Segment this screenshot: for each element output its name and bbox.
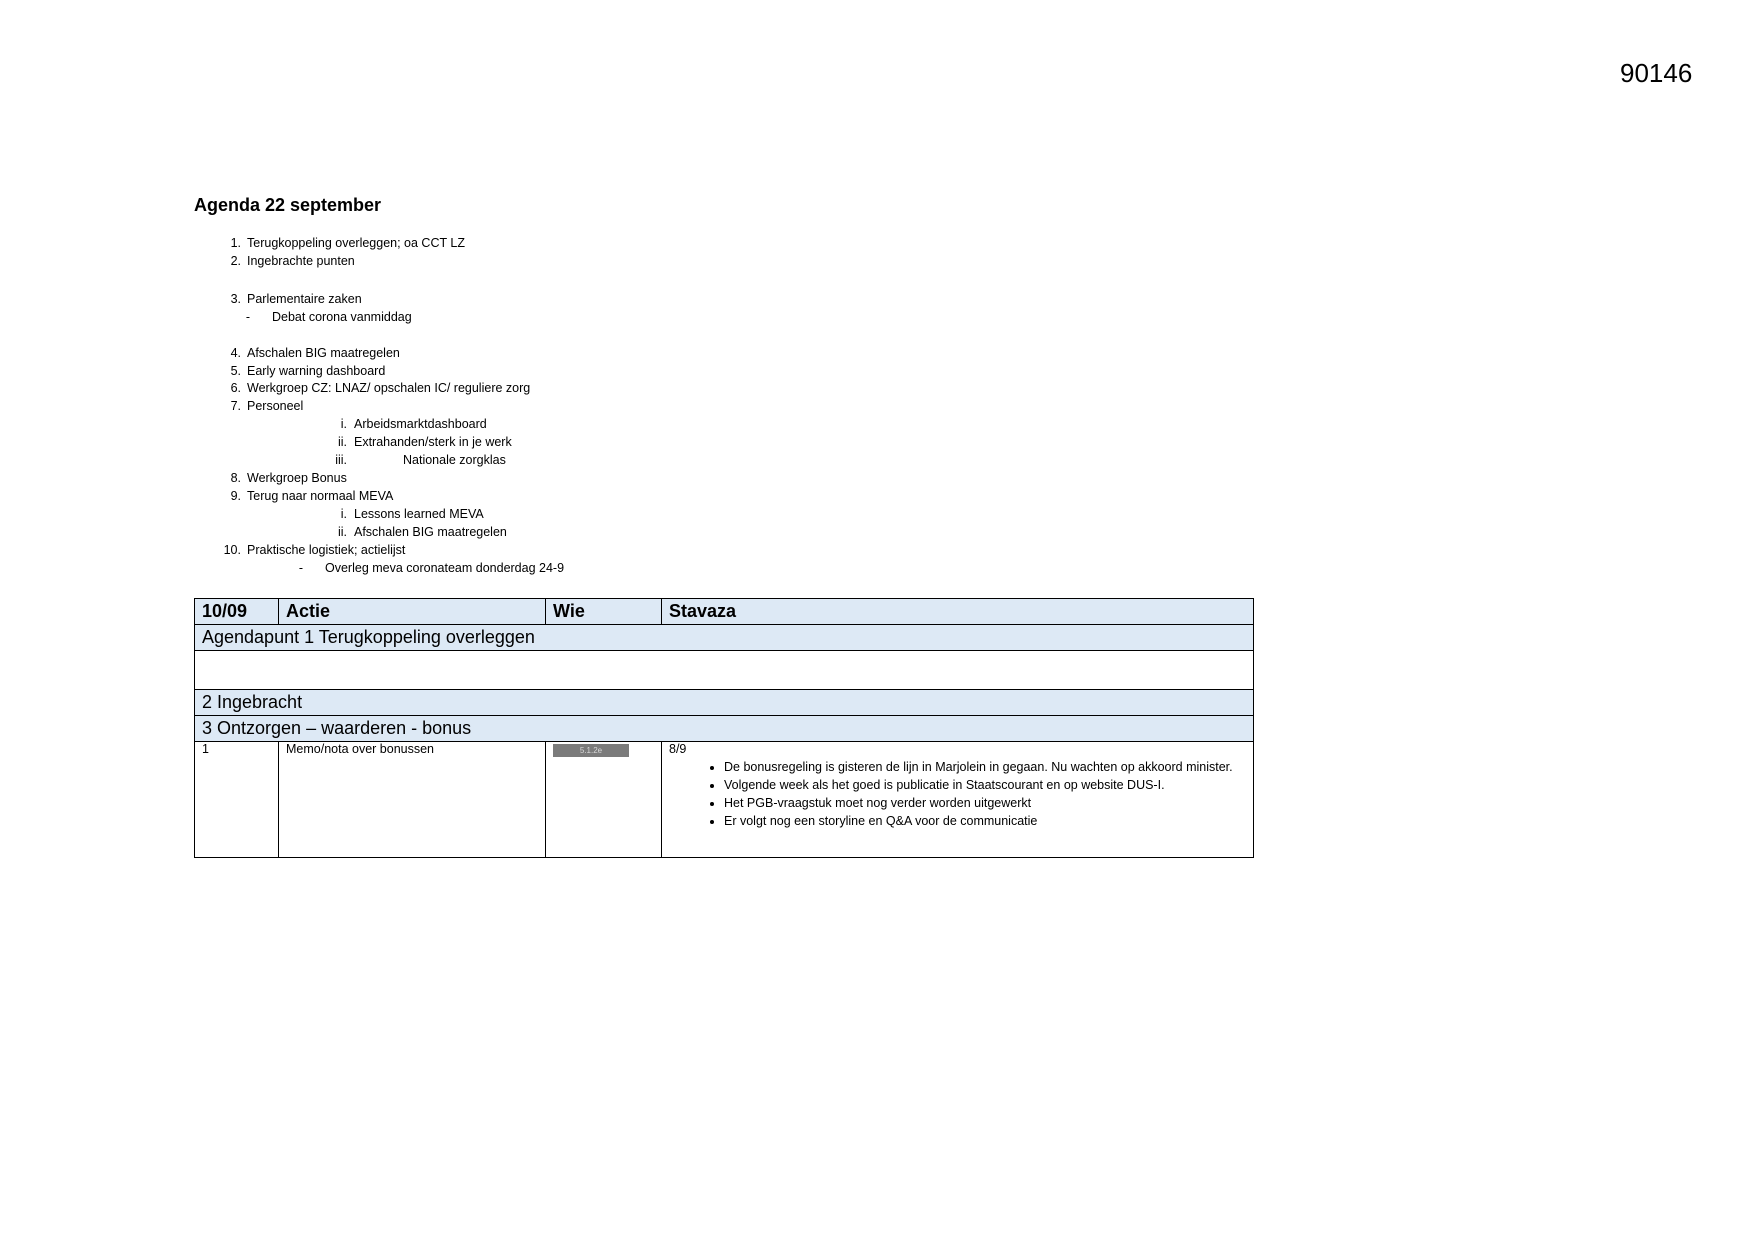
- agenda-item-number: 3.: [230, 292, 241, 306]
- agenda-item-number: ii.: [337, 435, 347, 449]
- agenda-item-text: Arbeidsmarktdashboard: [354, 417, 487, 431]
- agenda-item-number: 1.: [230, 236, 241, 250]
- agenda-item-number: 9.: [230, 489, 241, 503]
- header-stavaza: Stavaza: [662, 599, 1254, 625]
- list-item: • De bonusregeling is gisteren de lijn in Marjolein in gegaan. Nu wachten op akkoord minister.: [724, 758, 1246, 776]
- stavaza-date: 8/9: [669, 742, 687, 756]
- agenda-item-text: Afschalen BIG maatregelen: [354, 525, 507, 539]
- row-wie: [546, 742, 662, 858]
- list-item: • Er volgt nog een storyline en Q&A voor de communicatie: [724, 812, 1246, 830]
- agenda-item-number: i.: [340, 417, 347, 431]
- empty-cell: [195, 651, 1254, 690]
- list-item: • Het PGB-vraagstuk moet nog verder worden uitgewerkt: [724, 794, 1246, 812]
- agenda-item-text: Praktische logistiek; actielijst: [247, 543, 406, 557]
- agenda-item-text: Lessons learned MEVA: [354, 507, 484, 521]
- table-header-row: [195, 599, 1254, 625]
- agenda-item-number: -: [298, 561, 303, 575]
- agenda-item-text: Afschalen BIG maatregelen: [247, 346, 400, 360]
- redaction-box: 5.1.2e: [553, 744, 629, 757]
- agenda-item-number: ii.: [337, 525, 347, 539]
- header-actie: Actie: [279, 599, 546, 625]
- agenda-item-text: Nationale zorgklas: [403, 453, 506, 467]
- agenda-item-number: -: [245, 310, 250, 324]
- section-row: [195, 716, 1254, 742]
- agenda-item-number: i.: [340, 507, 347, 521]
- section-ontzorgen: 3 Ontzorgen – waarderen - bonus: [195, 716, 1254, 742]
- agenda-item-text: Overleg meva coronateam donderdag 24-9: [325, 561, 565, 575]
- agenda-item-text: Extrahanden/sterk in je werk: [354, 435, 512, 449]
- section-agendapunt-1: Agendapunt 1 Terugkoppeling overleggen: [195, 625, 1254, 651]
- agenda-item-number: 2.: [230, 254, 241, 268]
- agenda-item-text: Early warning dashboard: [247, 364, 386, 378]
- agenda-item-number: 4.: [230, 346, 241, 360]
- agenda-item-text: Terug naar normaal MEVA: [247, 489, 394, 503]
- section-row: [195, 625, 1254, 651]
- agenda-item-number: 7.: [230, 399, 241, 413]
- row-number: 1: [195, 742, 279, 858]
- empty-row: [195, 651, 1254, 690]
- list-item: • Volgende week als het goed is publicatie in Staatscourant en op website DUS-I.: [724, 776, 1246, 794]
- action-table: [194, 598, 1254, 858]
- header-wie: Wie: [546, 599, 662, 625]
- agenda-item-text: Werkgroep CZ: LNAZ/ opschalen IC/ reguliere zorg: [247, 381, 531, 395]
- agenda-item-number: 5.: [230, 364, 241, 378]
- section-row: [195, 690, 1254, 716]
- agenda-item-number: iii.: [335, 453, 347, 467]
- agenda-item-text: Personeel: [247, 399, 304, 413]
- document-number: 90146: [1620, 58, 1693, 88]
- row-stavaza: [662, 742, 1254, 858]
- agenda-item-text: Ingebrachte punten: [247, 254, 355, 268]
- table-row: [195, 742, 1254, 858]
- agenda-item-text: Terugkoppeling overleggen; oa CCT LZ: [247, 236, 465, 250]
- agenda-item-number: 6.: [230, 381, 241, 395]
- agenda-item-number: 10.: [223, 543, 241, 557]
- agenda-item-text: Werkgroep Bonus: [247, 471, 347, 485]
- agenda-title: Agenda 22 september: [194, 195, 382, 215]
- section-ingebracht: 2 Ingebracht: [195, 690, 1254, 716]
- agenda-item-text: Parlementaire zaken: [247, 292, 362, 306]
- row-actie: Memo/nota over bonussen: [279, 742, 546, 858]
- stavaza-bullets: [669, 758, 1246, 830]
- header-date: 10/09: [195, 599, 279, 625]
- agenda-item-number: 8.: [230, 471, 241, 485]
- agenda-item-text: Debat corona vanmiddag: [272, 310, 412, 324]
